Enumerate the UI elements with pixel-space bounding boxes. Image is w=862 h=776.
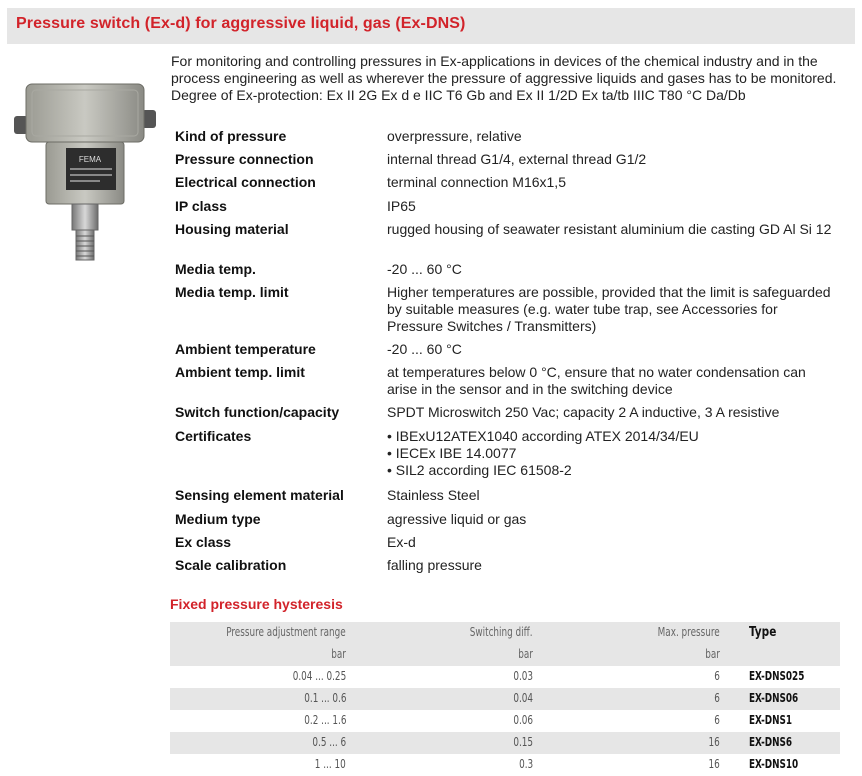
spec-value: at temperatures below 0 °C, ensure that no water condensation can arise in the sensor and in the switching device [387, 364, 806, 397]
table-row [170, 666, 840, 688]
table-row [170, 732, 840, 754]
unit-cell: bar [705, 647, 720, 661]
spec-value-list [387, 428, 837, 479]
hysteresis-title: Fixed pressure hysteresis [170, 596, 343, 612]
type-cell: EX-DNS1 [749, 713, 793, 727]
max-pressure-cell: 16 [708, 757, 720, 771]
certificate-item: • IECEx IBE 14.0077 [387, 445, 517, 461]
spec-label: Certificates [175, 428, 252, 444]
spec-value: IP65 [387, 198, 416, 214]
spec-label: Housing material [175, 221, 289, 237]
header-cell: Max. pressure [657, 625, 720, 639]
spec-label: Media temp. [175, 261, 256, 277]
spec-label: Sensing element material [175, 487, 344, 503]
range-cell: 0.04 ... 0.25 [292, 669, 346, 683]
spec-label: Medium type [175, 511, 261, 527]
table-row [170, 688, 840, 710]
spec-label: Ambient temperature [175, 341, 316, 357]
spec-value: -20 ... 60 °C [387, 341, 462, 357]
intro-paragraph: For monitoring and controlling pressures in Ex-applications in devices of the chemical industry and in the process engineering as well as wherever the pressure of aggressive liquids and gases has to be monitored. Degree of Ex-protection: Ex II 2G Ex d e IIC T6 Gb and Ex II 1/2D Ex ta/tb IIIC T80 °C Da/Db [171, 53, 837, 103]
max-pressure-cell: 6 [714, 713, 720, 727]
table-unit-row [170, 644, 840, 666]
max-pressure-cell: 6 [714, 669, 720, 683]
range-cell: 0.5 ... 6 [312, 735, 346, 749]
diff-cell: 0.06 [513, 713, 533, 727]
range-cell: 1 ... 10 [315, 757, 346, 771]
spec-value: overpressure, relative [387, 128, 522, 144]
section-title-bar [7, 8, 855, 44]
header-cell: Type [749, 625, 777, 640]
type-cell: EX-DNS025 [749, 669, 805, 683]
range-cell: 0.1 ... 0.6 [303, 691, 346, 705]
max-pressure-cell: 6 [714, 691, 720, 705]
unit-cell: bar [331, 647, 346, 661]
spec-value: Stainless Steel [387, 487, 480, 503]
type-cell: EX-DNS10 [749, 757, 799, 771]
header-cell: Pressure adjustment range [226, 625, 346, 639]
spec-label: Scale calibration [175, 557, 287, 573]
spec-value: falling pressure [387, 557, 482, 573]
spec-label: Electrical connection [175, 174, 316, 190]
spec-label: Ambient temp. limit [175, 364, 305, 380]
spec-label: Media temp. limit [175, 284, 289, 300]
spec-value: Ex-d [387, 534, 416, 550]
spec-label: Ex class [175, 534, 232, 550]
type-cell: EX-DNS06 [749, 691, 799, 705]
spec-value: internal thread G1/4, external thread G1/2 [387, 151, 647, 167]
unit-cell: bar [518, 647, 533, 661]
diff-cell: 0.3 [518, 757, 533, 771]
certificate-item: • IBExU12ATEX1040 according ATEX 2014/34/EU [387, 428, 699, 444]
product-photo [10, 66, 160, 266]
spec-label: Kind of pressure [175, 128, 287, 144]
max-pressure-cell: 16 [708, 735, 720, 749]
spec-value: terminal connection M16x1,5 [387, 174, 566, 190]
photo-brand-label: FEMA [78, 155, 102, 164]
header-cell: Switching diff. [470, 625, 533, 639]
table-row [170, 754, 840, 776]
spec-value: rugged housing of seawater resistant aluminium die casting GD Al Si 12 [387, 221, 832, 237]
type-cell: EX-DNS6 [749, 735, 793, 749]
spec-label: Pressure connection [175, 151, 314, 167]
spec-value: Higher temperatures are possible, provided that the limit is safeguarded by suitable measures (e.g. water tube trap, see Accessories for Pressure Switches / Transmitters) [387, 284, 831, 334]
certificate-item: • SIL2 according IEC 61508-2 [387, 462, 572, 478]
diff-cell: 0.15 [513, 735, 533, 749]
diff-cell: 0.03 [513, 669, 533, 683]
table-row [170, 710, 840, 732]
table-header-row [170, 622, 840, 644]
range-cell: 0.2 ... 1.6 [303, 713, 346, 727]
spec-label: Switch function/capacity [175, 404, 340, 420]
spec-value: agressive liquid or gas [387, 511, 527, 527]
spec-label: IP class [175, 198, 227, 214]
spec-value: -20 ... 60 °C [387, 261, 462, 277]
spec-value: SPDT Microswitch 250 Vac; capacity 2 A inductive, 3 A resistive [387, 404, 780, 420]
page-title: Pressure switch (Ex-d) for aggressive liquid, gas (Ex-DNS) [16, 15, 466, 32]
diff-cell: 0.04 [513, 691, 533, 705]
